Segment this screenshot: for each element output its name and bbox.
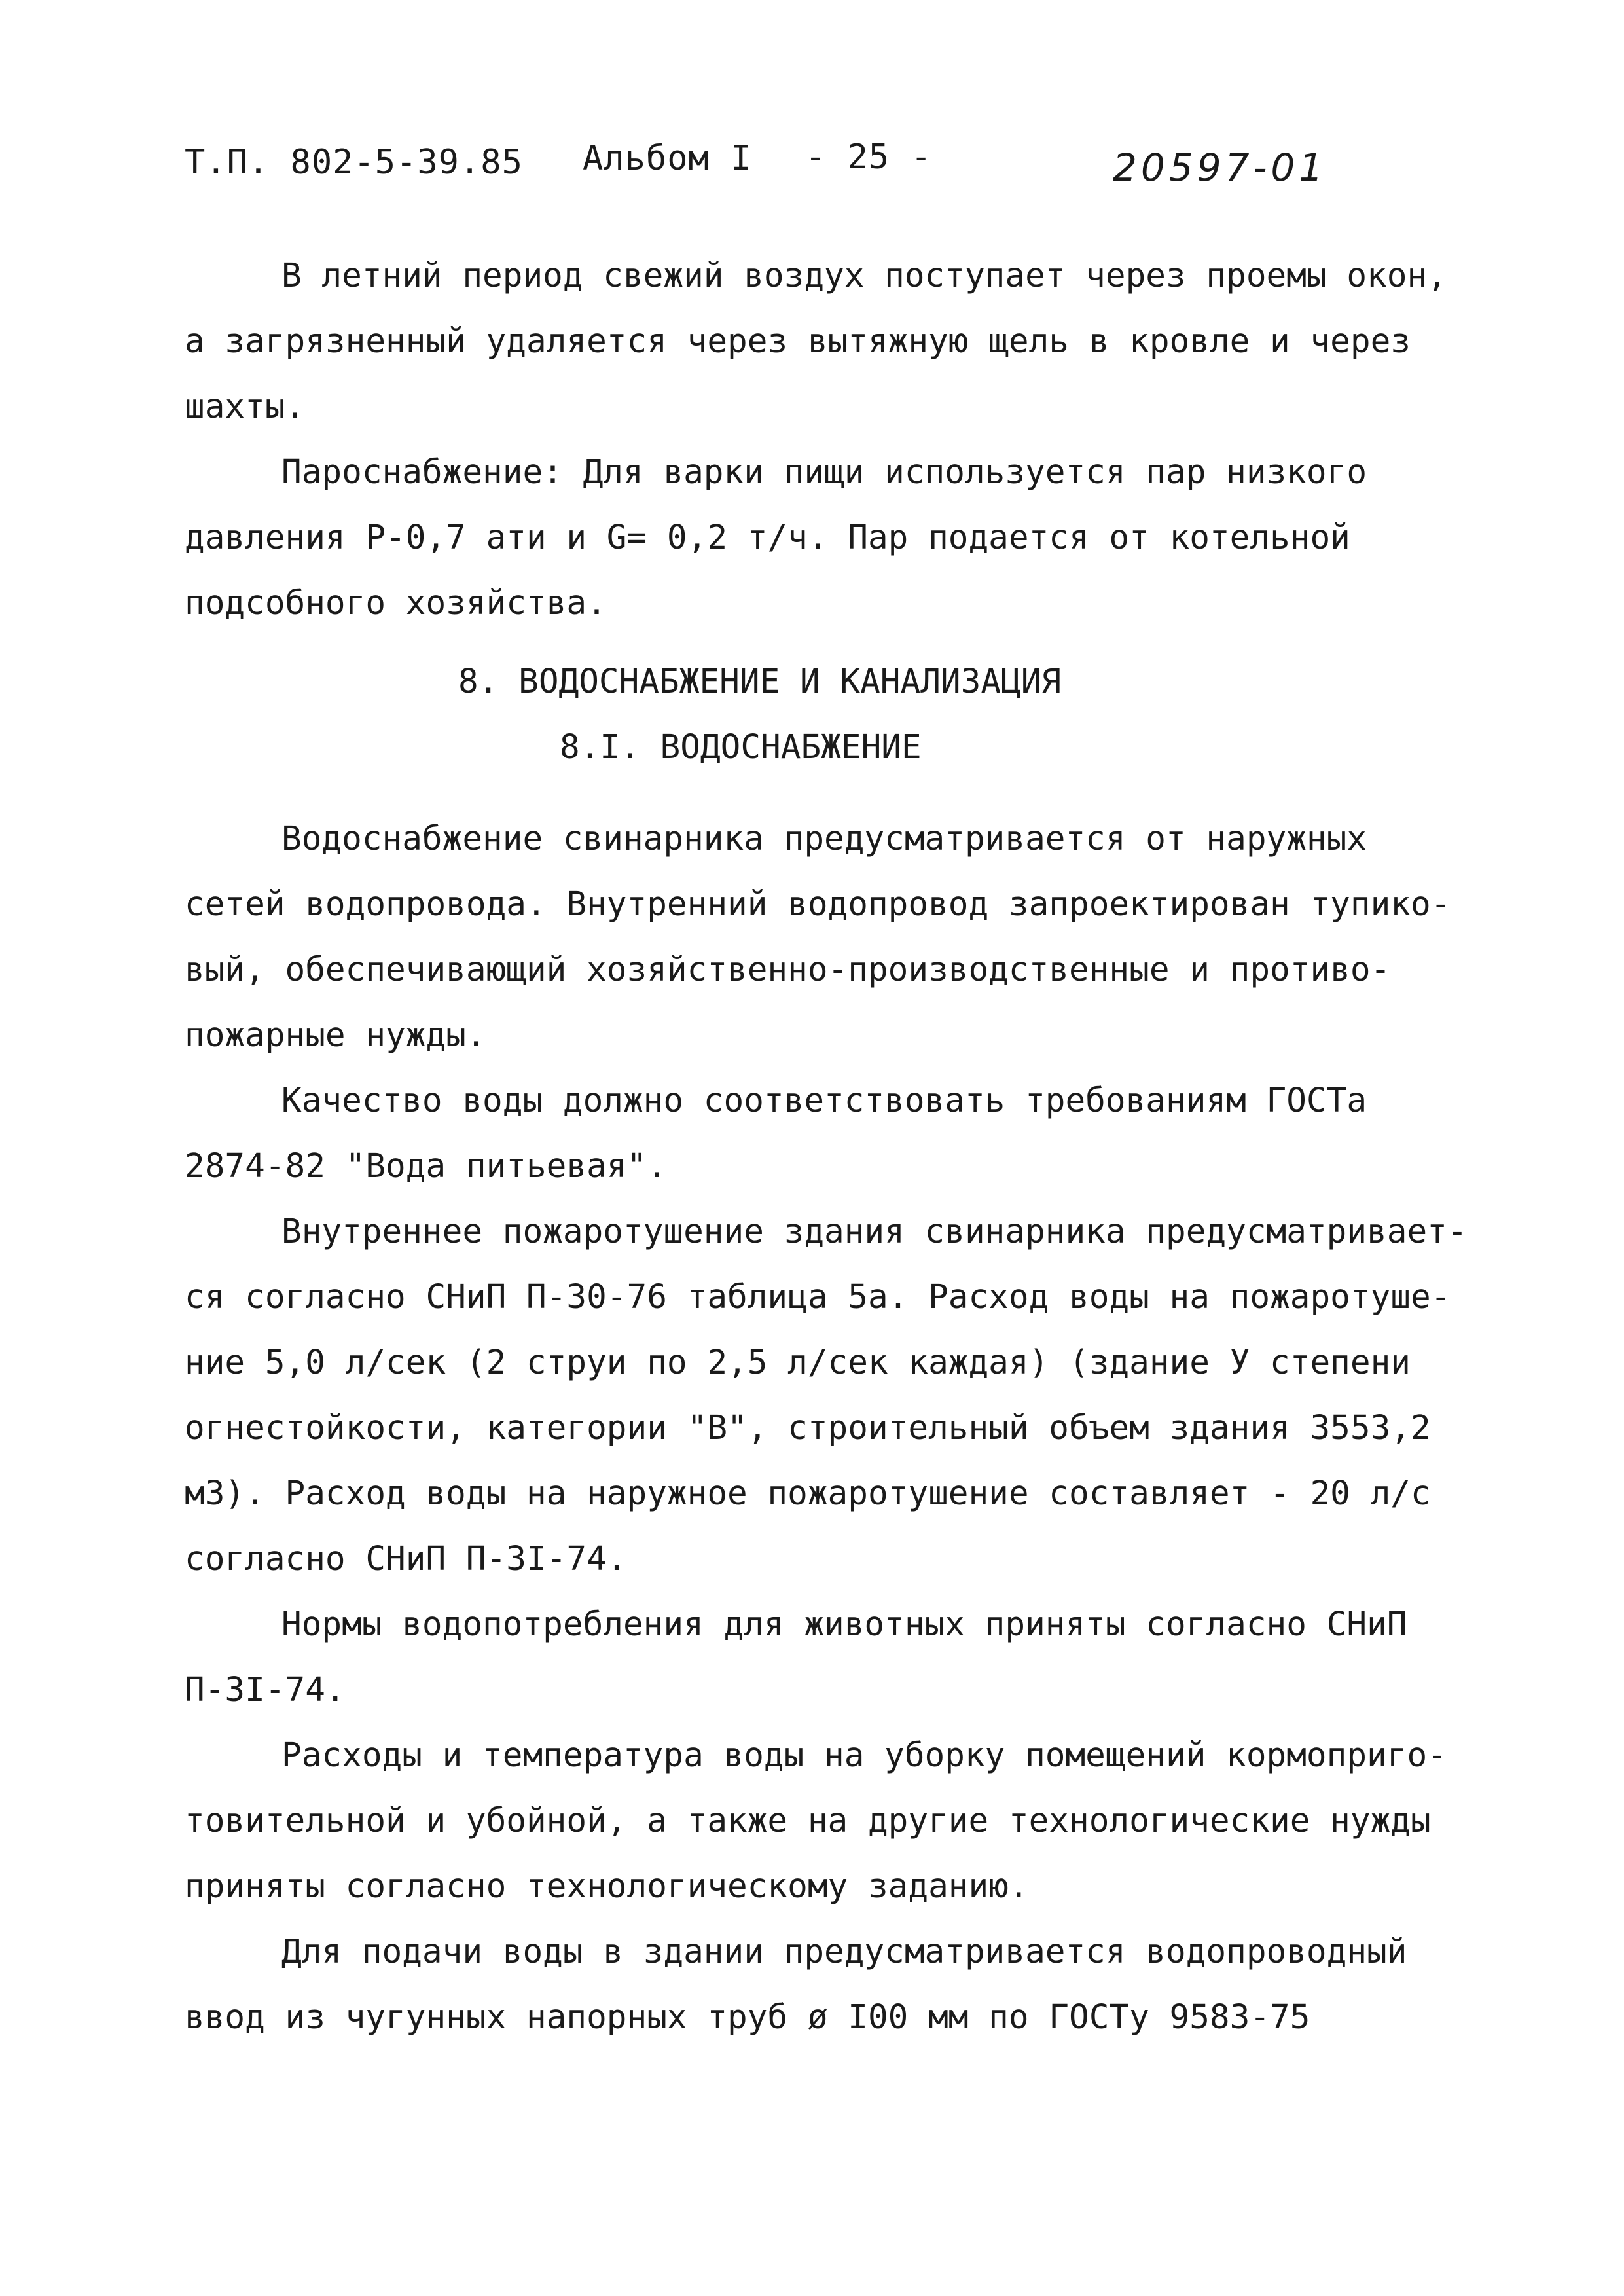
text-line: ние 5,0 л/сек (2 струи по 2,5 л/сек каждая) (здание У степени <box>185 1343 1411 1382</box>
text-line: подсобного хозяйства. <box>185 584 607 623</box>
text-line: Нормы водопотребления для животных приняты согласно СНиП <box>281 1605 1407 1644</box>
text-line: вый, обеспечивающий хозяйственно-производственные и противо- <box>185 951 1391 989</box>
text-line: ся согласно СНиП П-30-76 таблица 5а. Расход воды на пожаротуше- <box>185 1278 1451 1317</box>
text-line: Расходы и температура воды на уборку помещений кормоприго- <box>281 1736 1447 1775</box>
page-number: - 25 - <box>805 137 932 177</box>
page-header <box>0 0 1624 216</box>
text-line: П-3I-74. <box>185 1671 346 1709</box>
text-line: Качество воды должно соответствовать требованиям ГОСТа <box>281 1082 1367 1120</box>
text-line: пожарные нужды. <box>185 1016 486 1055</box>
text-line: м3). Расход воды на наружное пожаротушение составляет - 20 л/с <box>185 1474 1431 1513</box>
section-heading: 8. ВОДОСНАБЖЕНИЕ И КАНАЛИЗАЦИЯ <box>458 663 1062 701</box>
text-line: Для подачи воды в здании предусматривается водопроводный <box>281 1933 1407 1971</box>
text-line: В летний период свежий воздух поступает через проемы окон, <box>281 257 1447 295</box>
text-line: ввод из чугунных напорных труб ø I00 мм по ГОСТу 9583-75 <box>185 1998 1310 2037</box>
text-line: сетей водопровода. Внутренний водопровод запроектирован тупико- <box>185 885 1451 924</box>
text-line: а загрязненный удаляется через вытяжную щель в кровле и через <box>185 322 1411 361</box>
text-line: Внутреннее пожаротушение здания свинарника предусматривает- <box>281 1212 1468 1251</box>
handwritten-inventory-number: 20597-01 <box>1113 145 1327 190</box>
text-line: давления Р-0,7 ати и G= 0,2 т/ч. Пар подается от котельной <box>185 519 1350 557</box>
text-line: Водоснабжение свинарника предусматривается от наружных <box>281 820 1367 858</box>
text-line: согласно СНиП П-3I-74. <box>185 1540 627 1578</box>
subsection-heading: 8.I. ВОДОСНАБЖЕНИЕ <box>560 728 922 767</box>
text-line: Пароснабжение: Для варки пищи используется пар низкого <box>281 453 1367 492</box>
text-line: шахты. <box>185 388 306 426</box>
album-label: Альбом I <box>583 139 752 178</box>
text-line: товительной и убойной, а также на другие технологические нужды <box>185 1802 1431 1840</box>
text-line: 2874-82 "Вода питьевая". <box>185 1147 667 1186</box>
text-line: огнестойкости, категории "В", строительный объем здания 3553,2 <box>185 1409 1431 1448</box>
text-line: приняты согласно технологическому заданию. <box>185 1867 1029 1906</box>
document-code: Т.П. 802-5-39.85 <box>185 143 523 182</box>
